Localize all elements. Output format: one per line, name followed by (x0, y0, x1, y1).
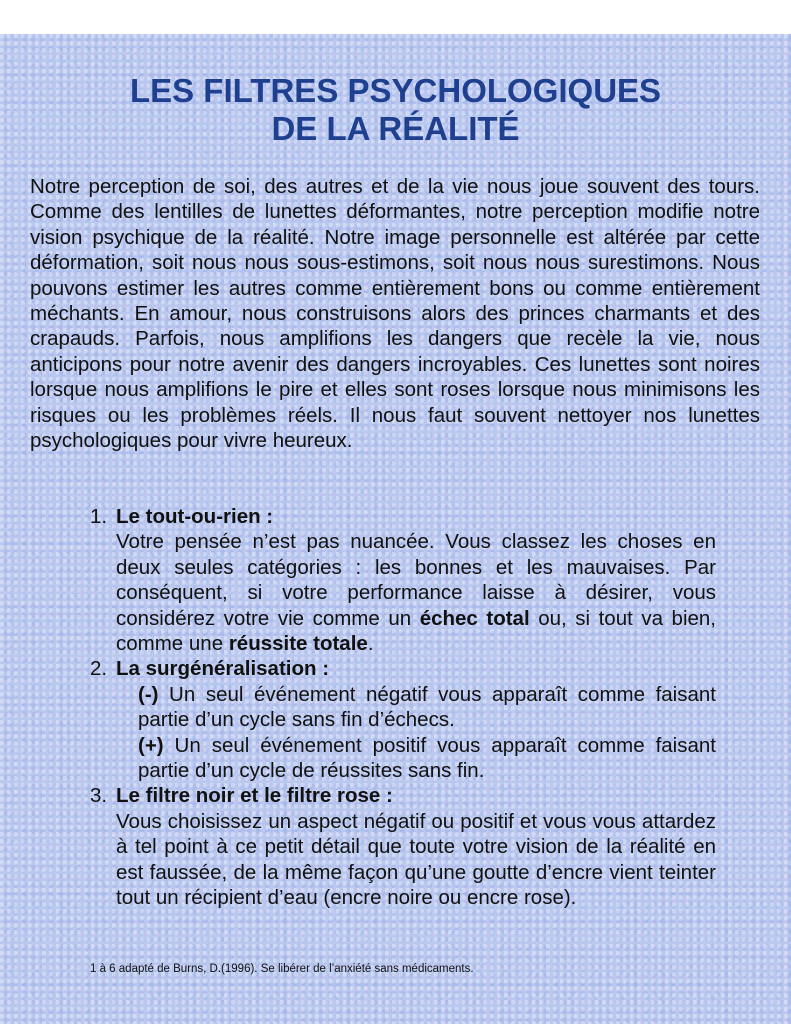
list-number: 3. (90, 784, 108, 808)
item-heading: Le tout-ou-rien : (116, 505, 274, 528)
item-description (116, 529, 716, 656)
positive-case (116, 733, 716, 784)
item-heading: Le filtre noir et le filtre rose : (116, 784, 393, 808)
list-number: 1. (90, 505, 108, 528)
positive-text: Un seul événement positif vous apparaît comme faisant partie d’un cycle de réussites sans fin. (138, 733, 716, 783)
item-heading: La surgénéralisation : (116, 657, 330, 681)
page-title (0, 72, 791, 148)
negative-text: Un seul événement négatif vous apparaît comme faisant partie d’un cycle sans fin d’échecs. (138, 682, 716, 732)
emphasis-echec-total: échec total (419, 606, 530, 630)
item-text: . (367, 632, 374, 656)
negative-mark: (-) (138, 682, 159, 706)
positive-mark: (+) (138, 733, 164, 757)
title-line-1: LES FILTRES PSYCHOLOGIQUES (129, 72, 662, 109)
document-page (0, 34, 791, 1024)
intro-paragraph: Notre perception de soi, des autres et de la vie nous joue souvent des tours. Comme des lentilles de lunettes déformantes, notre perception modifie notre vision psychique de la réalité. Notre image personnelle est altérée par cette déformation, soit nous nous sous-estimons, soit nous nous surestimons. Nous pouvons estimer les autres comme entièrement bons ou comme entièrement méchants. En amour, nous construisons alors des princes charmants et des crapauds. Parfois, nous amplifions les dangers que recèle la vie, nous anticipons pour notre avenir des dangers incroyables. Ces lunettes sont noires lorsque nous amplifions le pire et elles sont roses lorsque nous minimisons les risques ou les problèmes réels. Il nous faut souvent nettoyer nos lunettes psychologiques pour vivre heureux. (30, 175, 760, 453)
item-text: ou, si tout va bien, comme une (116, 606, 716, 656)
filters-list (90, 504, 716, 911)
item-text: Votre pensée n’est pas nuancée. Vous classez les choses en deux seules catégories : les bonnes et les mauvaises. Par conséquent, si votre performance laisse à désirer, vous considérez votre vie comme un (116, 530, 716, 630)
item-description: Vous choisissez un aspect négatif ou positif et vous vous attardez à tel point à ce petit détail que toute votre vision de la réalité en est faussée, de la même façon qu’une goutte d’encre vient teinter tout un récipient d’eau (encre noire ou encre rose). (116, 809, 716, 910)
list-item-surgeneralisation (90, 656, 716, 783)
negative-case (116, 682, 716, 733)
emphasis-reussite-totale: réussite totale (228, 632, 368, 656)
list-number: 2. (90, 657, 108, 681)
list-item-filtre-noir-rose (90, 783, 716, 910)
title-line-2: DE LA RÉALITÉ (271, 110, 520, 147)
list-item-tout-ou-rien (90, 504, 716, 656)
footnote: 1 à 6 adapté de Burns, D.(1996). Se libérer de l’anxiété sans médicaments. (90, 963, 474, 975)
